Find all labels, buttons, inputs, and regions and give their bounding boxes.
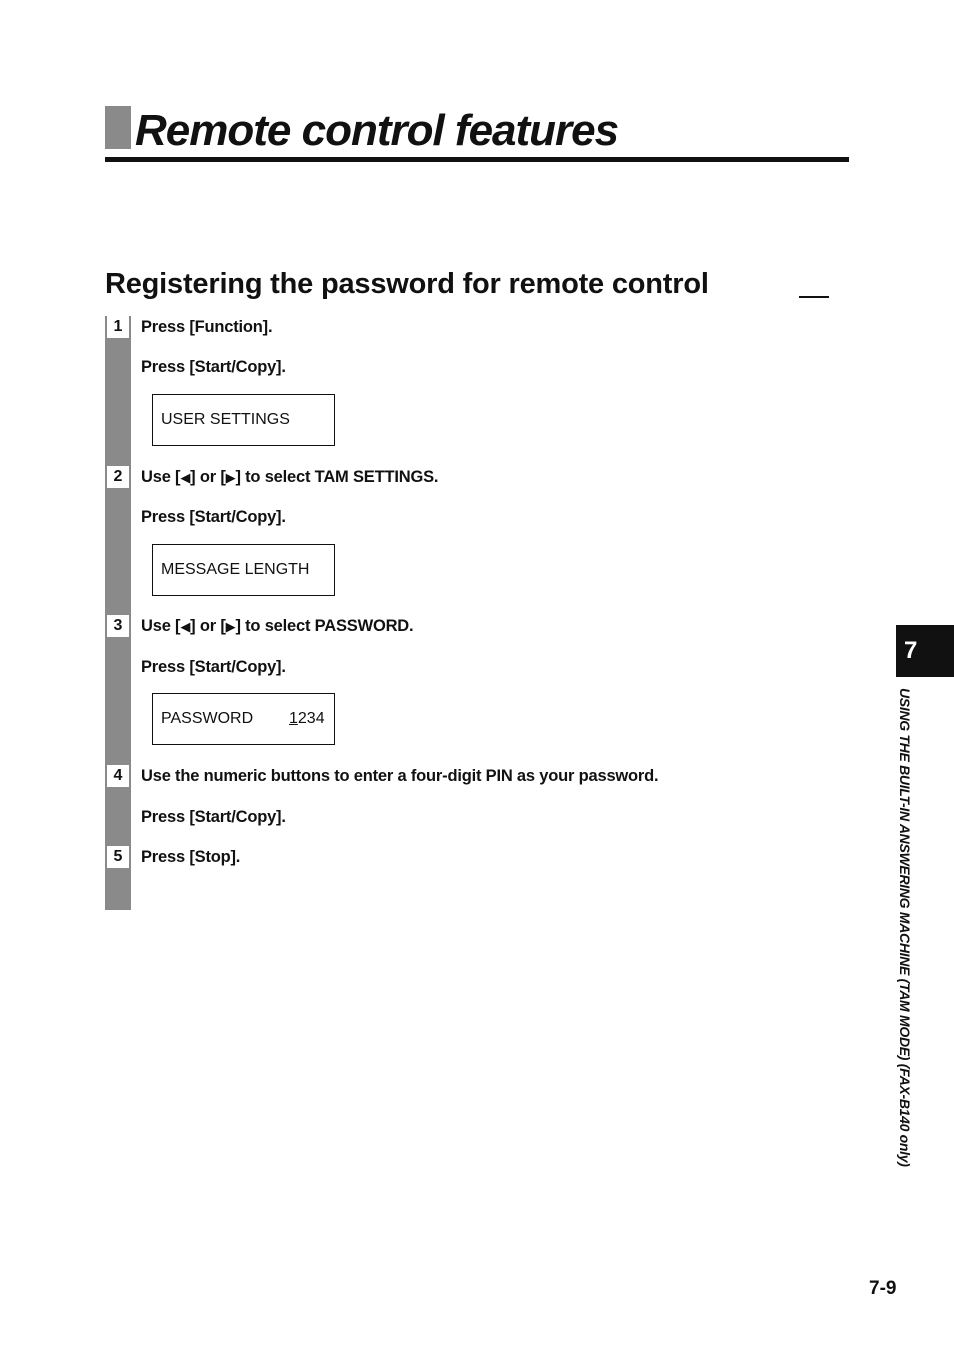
lcd-cursor-digit: 1 bbox=[289, 710, 298, 727]
left-arrow-icon: ◀ bbox=[180, 619, 191, 634]
instruction-text: Use [ bbox=[141, 468, 181, 486]
chapter-side-title: USING THE BUILT-IN ANSWERING MACHINE (TAM MODE) (FAX-B140 only) bbox=[897, 688, 913, 1167]
step-instruction: Press [Start/Copy]. bbox=[141, 358, 286, 376]
lcd-text: MESSAGE LENGTH bbox=[161, 561, 310, 578]
step-instruction: Press [Start/Copy]. bbox=[141, 808, 286, 826]
step-instruction bbox=[141, 615, 413, 638]
step-instruction: Press [Stop]. bbox=[141, 848, 241, 866]
lcd-display bbox=[152, 394, 335, 446]
step-number: 2 bbox=[107, 466, 129, 488]
section-heading: Registering the password for remote control bbox=[105, 268, 709, 300]
step-number: 1 bbox=[107, 316, 129, 338]
chapter-tab: 7 bbox=[896, 625, 954, 677]
instruction-text: ] to select bbox=[235, 468, 315, 486]
page-number: 7-9 bbox=[869, 1278, 897, 1299]
step-instruction: Press [Function]. bbox=[141, 318, 273, 336]
right-arrow-icon: ▶ bbox=[225, 619, 236, 634]
right-arrow-icon: ▶ bbox=[225, 470, 236, 485]
lcd-text: PASSWORD bbox=[161, 710, 254, 727]
lcd-digits: 234 bbox=[297, 710, 325, 727]
step-number: 5 bbox=[107, 846, 129, 868]
instruction-text: ] or [ bbox=[190, 617, 226, 635]
instruction-text: ] or [ bbox=[190, 468, 226, 486]
left-arrow-icon: ◀ bbox=[180, 470, 191, 485]
step-instruction bbox=[141, 466, 438, 489]
title-rule bbox=[105, 157, 849, 162]
page-title: Remote control features bbox=[135, 106, 619, 155]
instruction-text: . bbox=[433, 468, 439, 486]
instruction-text: Use [ bbox=[141, 617, 181, 635]
lcd-display bbox=[152, 693, 335, 745]
step-instruction: Use the numeric buttons to enter a four-digit PIN as your password. bbox=[141, 767, 659, 785]
section-heading-rule bbox=[799, 296, 829, 298]
step-instruction: Press [Start/Copy]. bbox=[141, 508, 286, 526]
step-number: 4 bbox=[107, 765, 129, 787]
setting-name: TAM SETTINGS bbox=[314, 468, 434, 486]
lcd-display bbox=[152, 544, 335, 596]
instruction-text: ] to select bbox=[235, 617, 315, 635]
steps-sidebar-bar bbox=[105, 316, 131, 910]
step-number: 3 bbox=[107, 615, 129, 637]
step-instruction: Press [Start/Copy]. bbox=[141, 658, 286, 676]
setting-name: PASSWORD bbox=[314, 617, 410, 635]
instruction-text: . bbox=[409, 617, 414, 635]
lcd-password-value bbox=[289, 709, 325, 729]
lcd-text: USER SETTINGS bbox=[161, 411, 290, 428]
title-marker bbox=[105, 106, 131, 149]
